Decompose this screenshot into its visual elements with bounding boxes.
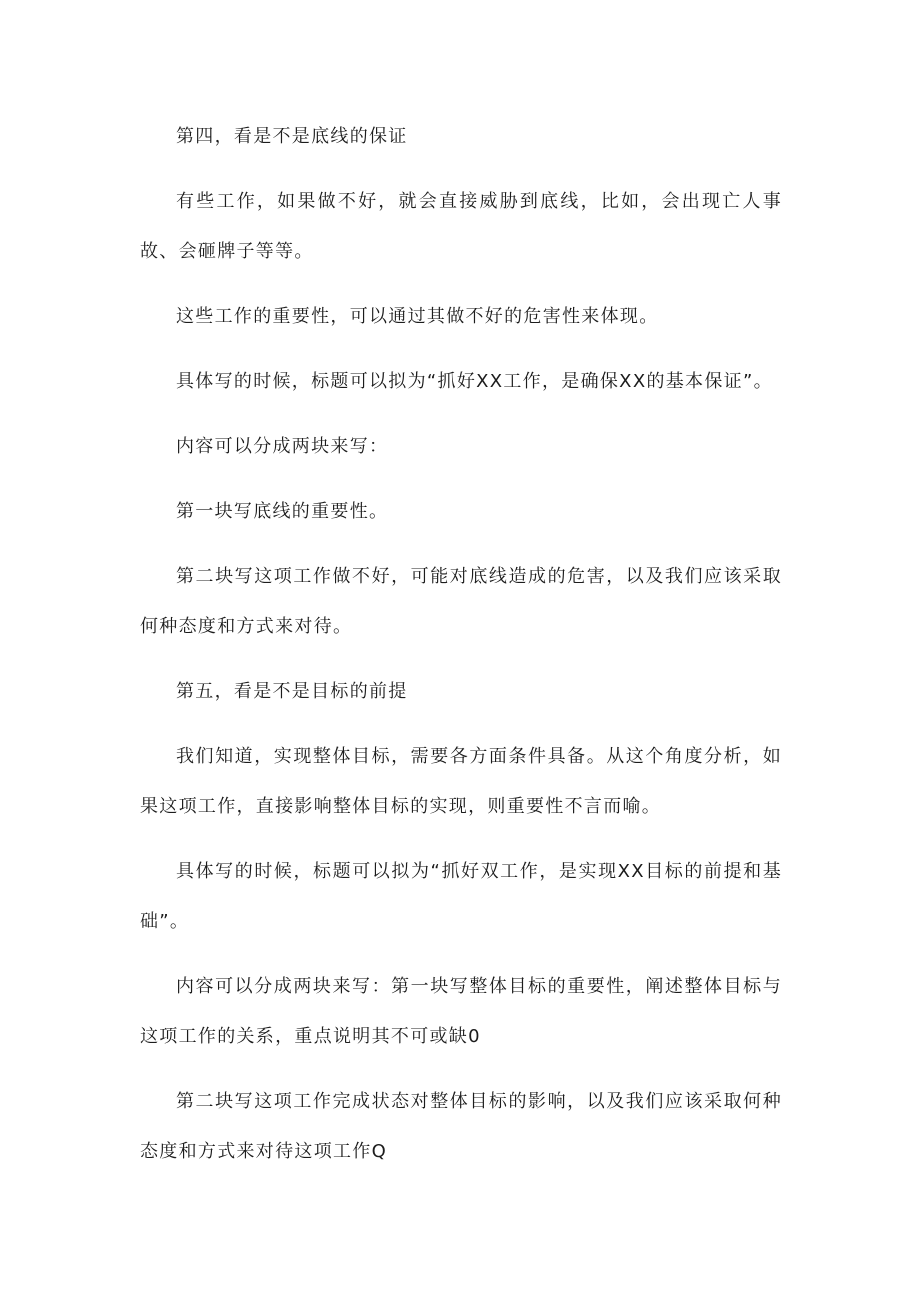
paragraph: 有些工作，如果做不好，就会直接威胁到底线，比如，会出现亡人事故、会砸牌子等等。 [140,191,782,262]
paragraph: 这些工作的重要性，可以通过其做不好的危害性来体现。 [176,306,659,327]
paragraph: 第二块写这项工作做不好，可能对底线造成的危害，以及我们应该采取何种态度和方式来对待。 [140,566,782,637]
paragraph: 内容可以分成两块来写： [176,436,389,457]
paragraph: 我们知道，实现整体目标，需要各方面条件具备。从这个角度分析，如果这项工作，直接影响整体目标的实现，则重要性不言而喻。 [140,746,782,817]
paragraph: 内容可以分成两块来写：第一块写整体目标的重要性，阐述整体目标与这项工作的关系，重点说明其不可或缺0 [140,976,782,1047]
paragraph: 具体写的时候，标题可以拟为“抓好XX工作，是确保XX的基本保证”。 [176,371,773,392]
paragraph: 第二块写这项工作完成状态对整体目标的影响，以及我们应该采取何种态度和方式来对待这项工作Q [140,1091,782,1162]
paragraph: 具体写的时候，标题可以拟为“抓好双工作，是实现XX目标的前提和基础”。 [140,861,782,932]
section-heading-fifth: 第五，看是不是目标的前提 [176,681,408,702]
paragraph: 第一块写底线的重要性。 [176,501,389,522]
section-heading-fourth: 第四，看是不是底线的保证 [176,126,408,147]
document-body [140,112,782,1192]
